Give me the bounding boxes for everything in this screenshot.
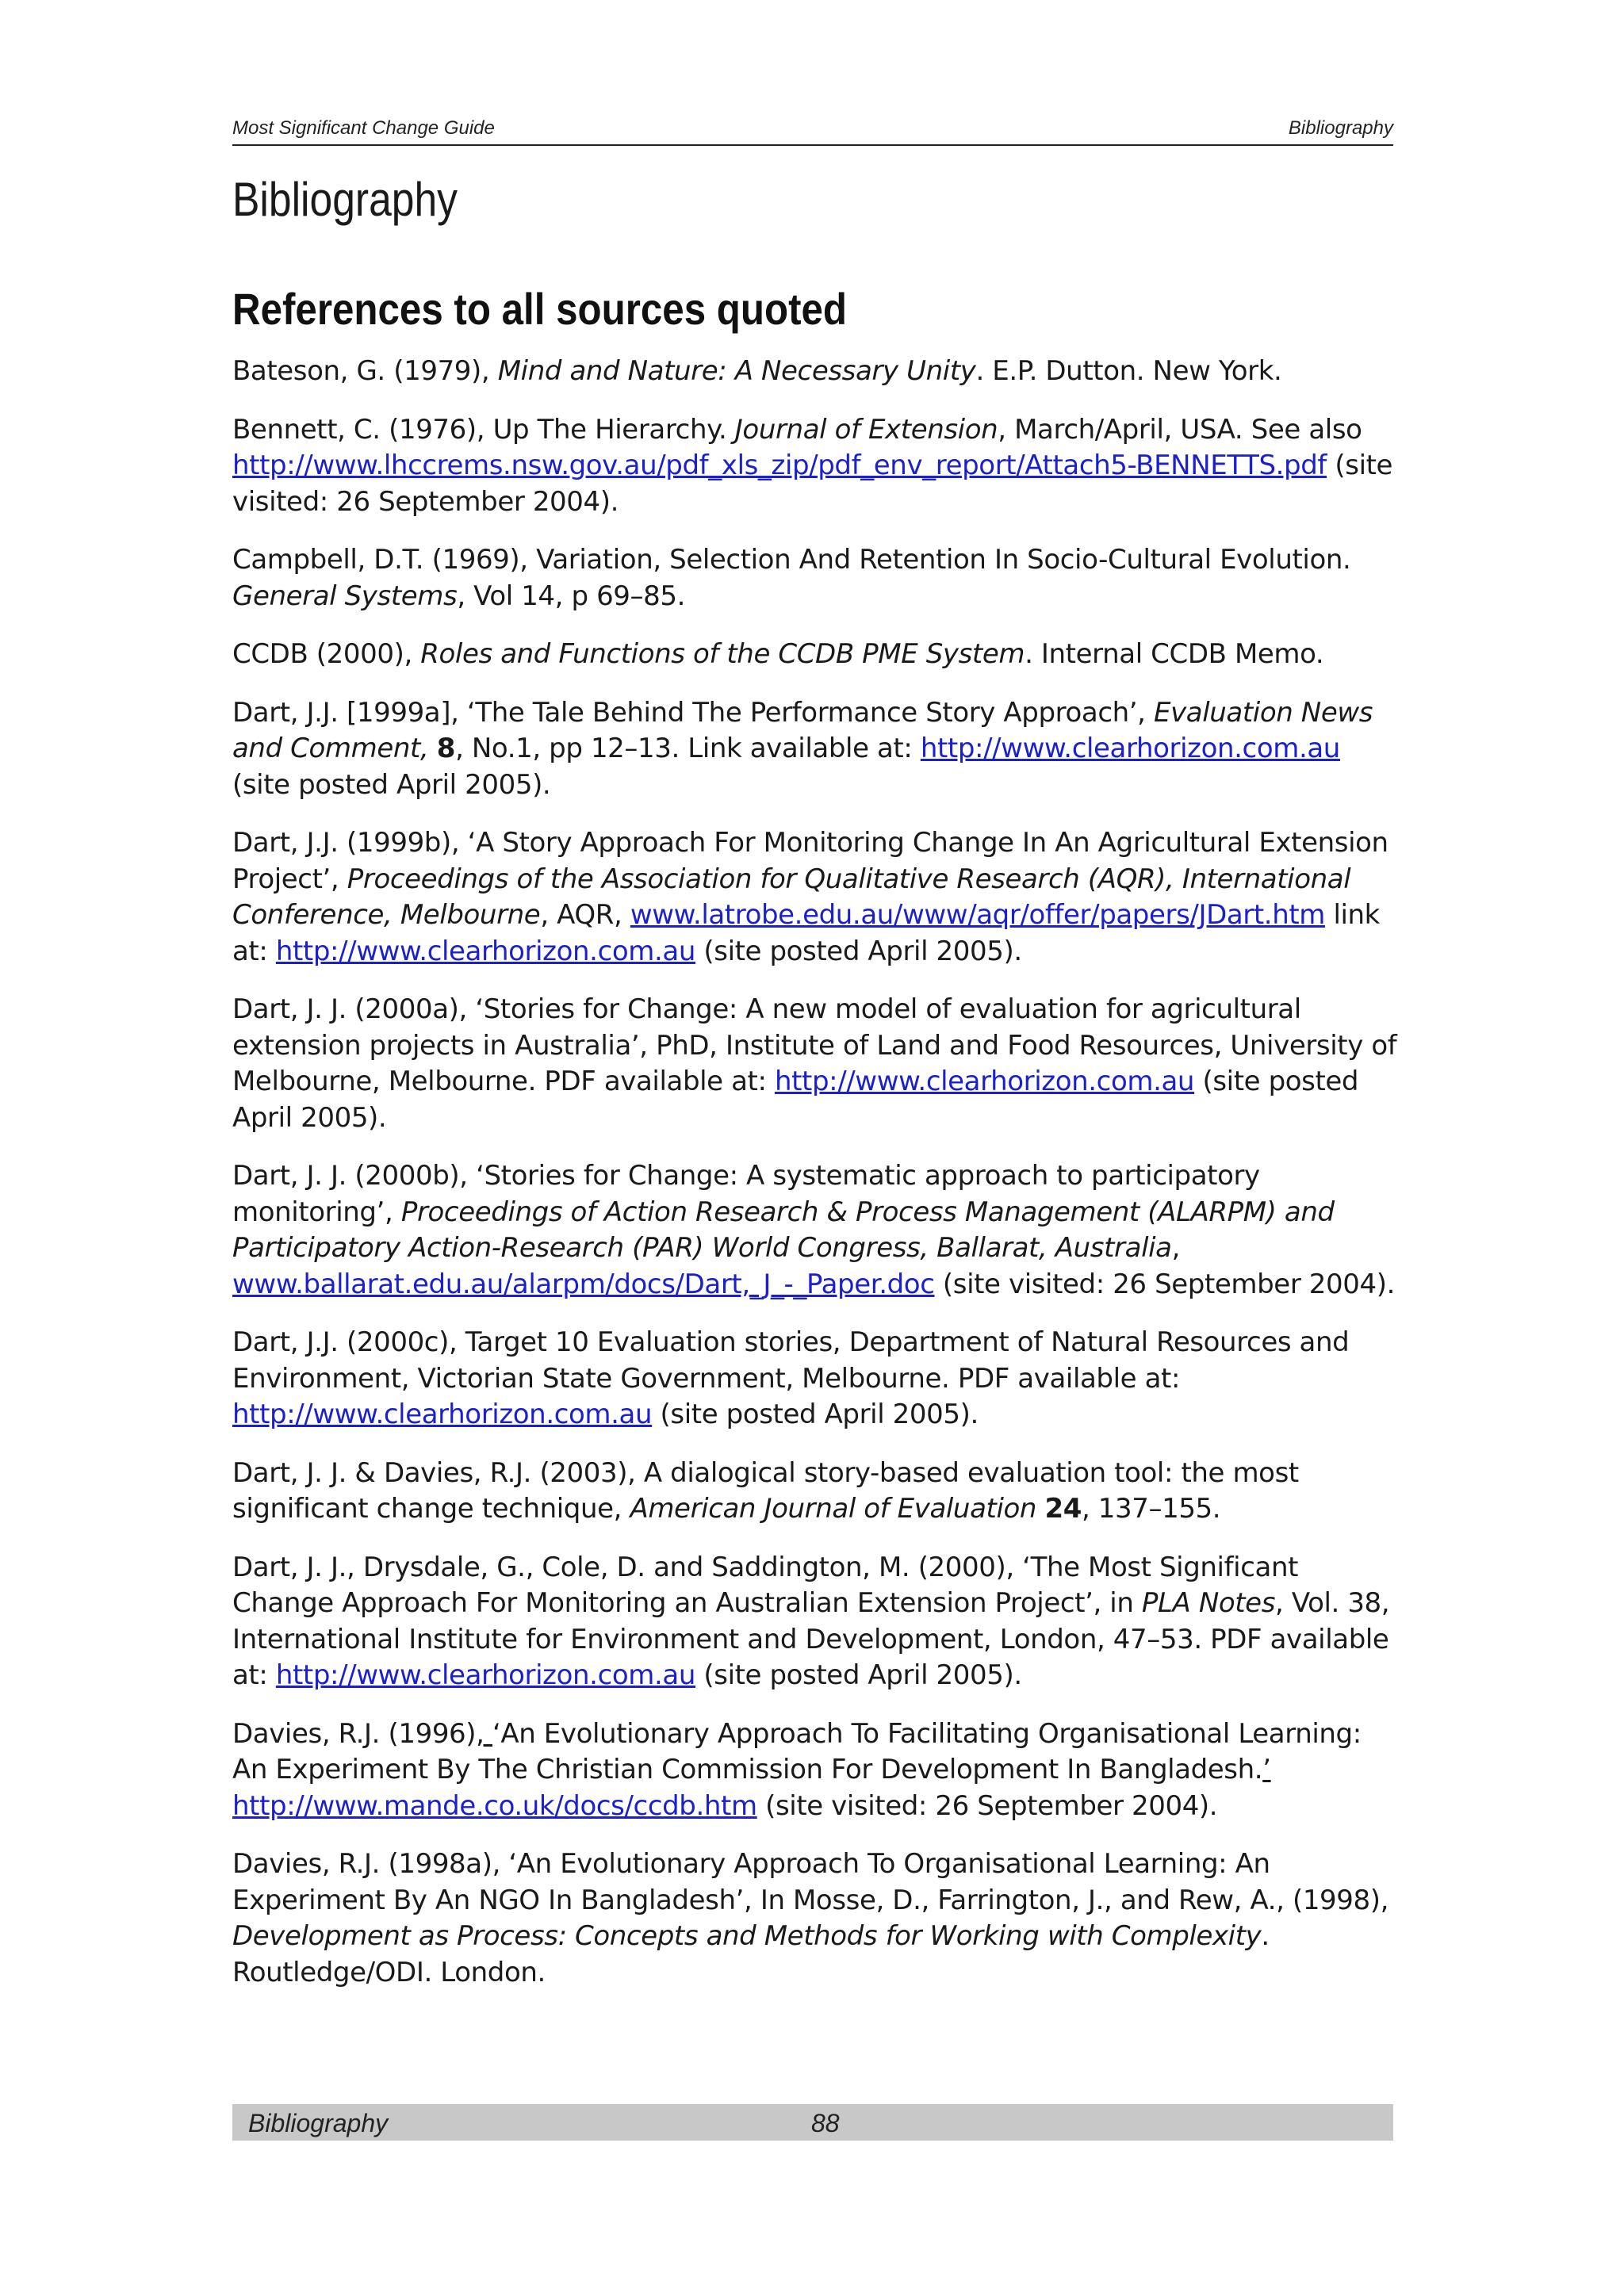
reference-item: Dart, J.J. (1999b), ‘A Story Approach For Monitoring Change In An Agricultural Extension Project’, Proceedings of the Association for Qualitative Research (AQR), International Conference, Melbourne, AQR, www.latrobe.edu.au/www/aqr/offer/papers/JDart.htm link at: http://www.clearhorizon.com.au (site posted April 2005).	[232, 827, 1388, 967]
reference-item: Bateson, G. (1979), Mind and Nature: A Necessary Unity. E.P. Dutton. New York.	[232, 355, 1282, 387]
reference-link[interactable]: http://www.lhccrems.nsw.gov.au/pdf_xls_zip/pdf_env_report/Attach5-BENNETTS.pdf	[232, 450, 1327, 481]
reference-link[interactable]: http://www.clearhorizon.com.au	[275, 935, 695, 967]
reference-link[interactable]: www.latrobe.edu.au/www/aqr/offer/papers/JDart.htm	[630, 899, 1326, 931]
reference-link[interactable]: http://www.clearhorizon.com.au	[275, 1659, 695, 1691]
reference-item: Davies, R.J. (1998a), ‘An Evolutionary Approach To Organisational Learning: An Experiment By An NGO In Bangladesh’, In Mosse, D., Farrington, J., and Rew, A., (1998), Development as Process: Concepts and Methods for Working with Complexity. Routledge/ODI. London.	[232, 1848, 1389, 1988]
reference-item: Davies, R.J. (1996), ‘An Evolutionary Approach To Facilitating Organisational Learning: An Experiment By The Christian Commission For Development In Bangladesh.’ http://www.mande.co.uk/docs/ccdb.htm (site visited: 26 September 2004).	[232, 1717, 1362, 1822]
reference-link[interactable]: http://www.clearhorizon.com.au	[920, 733, 1340, 764]
page-footer	[232, 2104, 1393, 2141]
page-title: Bibliography	[232, 173, 458, 226]
header-section-name: Bibliography	[1288, 117, 1393, 139]
reference-item: Dart, J.J. [1999a], ‘The Tale Behind The Performance Story Approach’, Evaluation News and Comment, 8, No.1, pp 12–13. Link available at: http://www.clearhorizon.com.au (site posted April 2005).	[232, 696, 1373, 801]
footer-section-label: Bibliography	[248, 2109, 389, 2137]
running-header	[232, 116, 1393, 146]
reference-list	[232, 354, 1398, 2013]
reference-item: Dart, J. J., Drysdale, G., Cole, D. and Saddington, M. (2000), ‘The Most Significant Change Approach For Monitoring an Australian Extension Project’, in PLA Notes, Vol. 38, International Institute for Environment and Development, London, 47–53. PDF available at: http://www.clearhorizon.com.au (site posted April 2005).	[232, 1551, 1390, 1691]
reference-item: Dart, J. J. (2000a), ‘Stories for Change: A new model of evaluation for agricultural extension projects in Australia’, PhD, Institute of Land and Food Resources, University of Melbourne, Melbourne. PDF available at: http://www.clearhorizon.com.au (site posted April 2005).	[232, 993, 1397, 1134]
reference-item: Dart, J.J. (2000c), Target 10 Evaluation stories, Department of Natural Resources and Environment, Victorian State Government, Melbourne. PDF available at: http://www.clearhorizon.com.au (site posted April 2005).	[232, 1326, 1350, 1430]
section-heading: References to all sources quoted	[232, 284, 848, 334]
reference-item: Bennett, C. (1976), Up The Hierarchy. Journal of Extension, March/April, USA. See also http://www.lhccrems.nsw.gov.au/pdf_xls_zip/pdf_env_report/Attach5-BENNETTS.pdf (site visited: 26 September 2004).	[232, 413, 1393, 518]
page-number: 88	[811, 2109, 840, 2137]
reference-link[interactable]: www.ballarat.edu.au/alarpm/docs/Dart,_J_-_Paper.doc	[232, 1268, 935, 1300]
reference-link[interactable]: http://www.mande.co.uk/docs/ccdb.htm	[232, 1789, 757, 1822]
reference-link[interactable]: http://www.clearhorizon.com.au	[232, 1399, 653, 1430]
reference-item: CCDB (2000), Roles and Functions of the CCDB PME System. Internal CCDB Memo.	[232, 638, 1324, 670]
reference-item: Dart, J. J. & Davies, R.J. (2003), A dialogical story-based evaluation tool: the most significant change technique, American Journal of Evaluation 24, 137–155.	[232, 1456, 1299, 1525]
reference-item: Dart, J. J. (2000b), ‘Stories for Change: A systematic approach to participatory monitoring’, Proceedings of Action Research & Process Management (ALARPM) and Participatory Action-Research (PAR) World Congress, Ballarat, Australia, www.ballarat.edu.au/alarpm/docs/Dart,_J_-_Paper.doc (site visited: 26 September 2004).	[232, 1160, 1396, 1300]
reference-item: Campbell, D.T. (1969), Variation, Selection And Retention In Socio-Cultural Evolution. General Systems, Vol 14, p 69–85.	[232, 544, 1351, 612]
reference-link[interactable]: http://www.clearhorizon.com.au	[774, 1066, 1195, 1097]
header-document-title: Most Significant Change Guide	[232, 117, 495, 139]
